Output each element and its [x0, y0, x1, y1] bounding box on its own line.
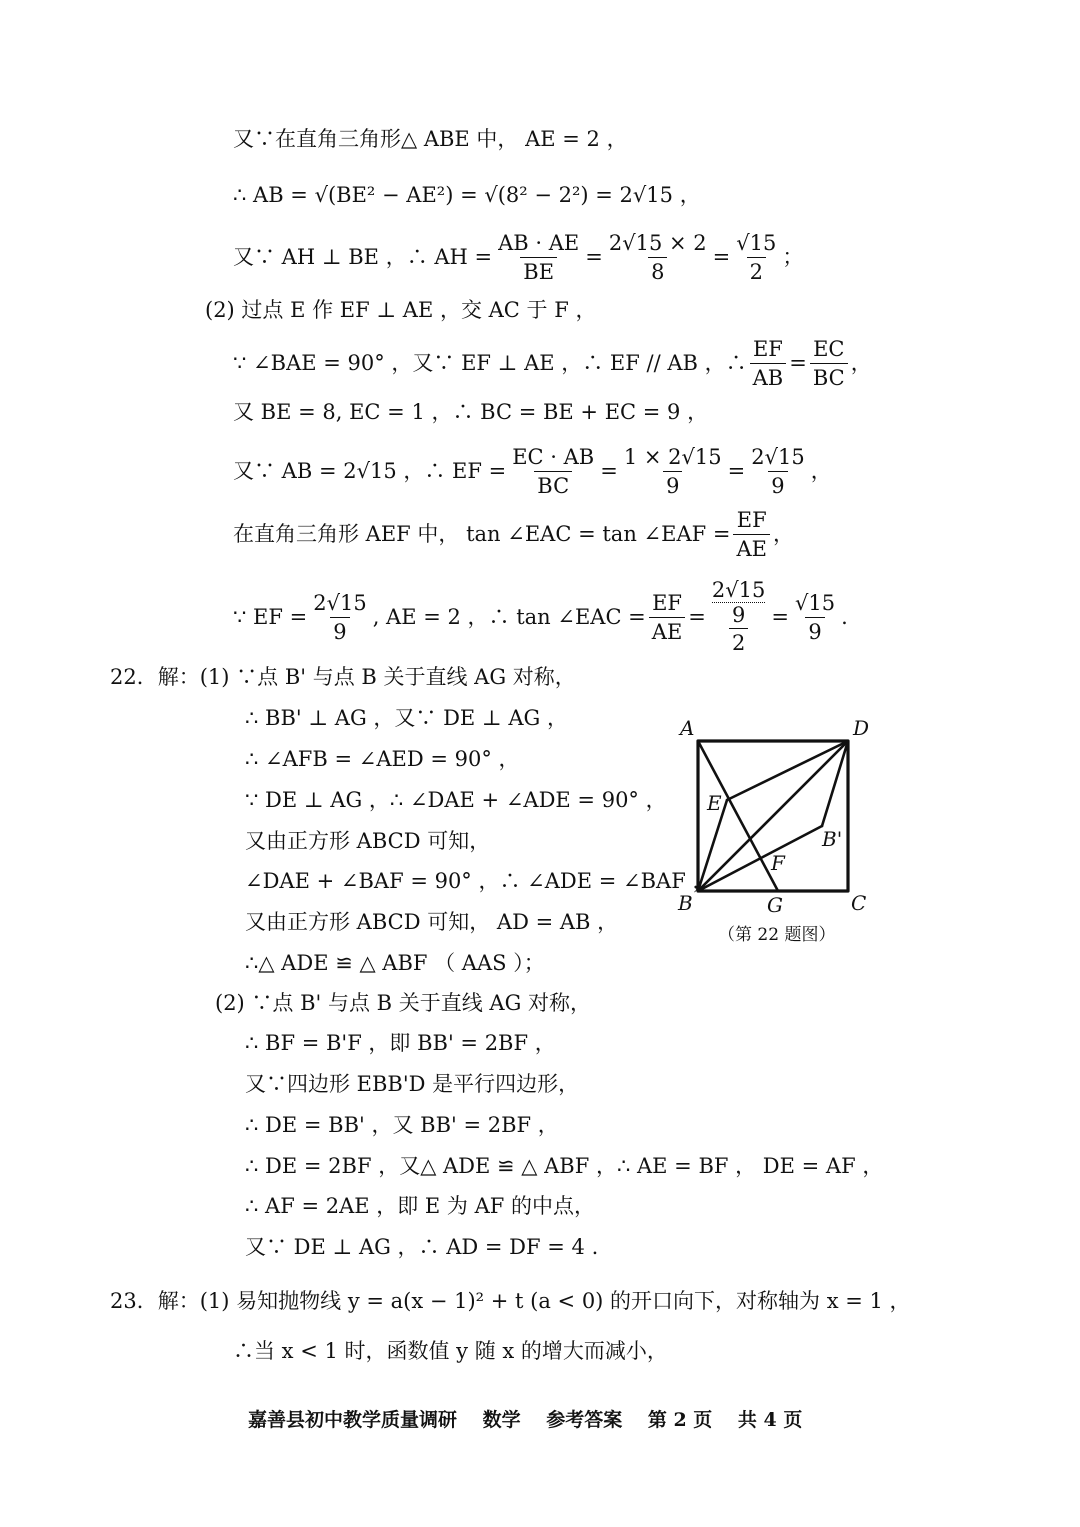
- compound-fraction: 2√15 9 2: [711, 578, 766, 655]
- text: ∵ EF =: [233, 605, 308, 629]
- line-3: [233, 226, 803, 288]
- label-b: B: [678, 891, 693, 915]
- q22-line-1: 22．解：(1) ∵点 B' 与点 B 关于直线 AG 对称，: [110, 665, 576, 689]
- q22-line-10: ∴ BF = B'F ，即 BB' = 2BF ，: [245, 1031, 556, 1055]
- q22-line-11: 又∵四边形 EBB'D 是平行四边形，: [245, 1072, 580, 1096]
- equals: =: [771, 605, 789, 629]
- text: (2) 过点 E 作 EF ⊥ AE ，交 AC 于 F ，: [205, 298, 597, 322]
- text: ，: [850, 351, 872, 375]
- fraction: $\frac{2√15}{9}$: [751, 444, 805, 498]
- text: ；: [782, 245, 804, 269]
- q22-line-14: ∴ AF = 2AE ，即 E 为 AF 的中点，: [245, 1194, 596, 1218]
- text: ，: [810, 459, 832, 483]
- q22-line-13: ∴ DE = 2BF ，又△ ADE ≌ △ ABF ，∴ AE = BF ， DE = AF ，: [245, 1154, 884, 1178]
- q22-line-6: ∠DAE + ∠BAF = 90° ，∴ ∠ADE = ∠BAF ，: [245, 869, 714, 893]
- equals: =: [727, 459, 746, 483]
- text: 又∵ AB = 2√15 ，∴ EF =: [233, 459, 507, 483]
- line-1: [233, 124, 628, 154]
- line-9: [233, 572, 848, 662]
- q22-line-5: 又由正方形 ABCD 可知，: [245, 829, 491, 853]
- fraction: $\frac{2√15 \times 2}{8}$: [608, 230, 707, 284]
- q23-line-1: 23．解：(1) 易知抛物线 y = a(x − 1)² + t (a < 0) 的开口向下，对称轴为 x = 1 ，: [110, 1289, 911, 1313]
- fraction: $\frac{EC \cdot AB}{BC}$: [512, 444, 595, 498]
- text: ∵ ∠BAE = 90° ，又∵ EF ⊥ AE ，∴ EF // AB ，∴: [233, 351, 747, 375]
- text: ，: [772, 522, 794, 546]
- line-7: [233, 440, 832, 502]
- text: .: [841, 605, 848, 629]
- q23-line-2: ∴当 x < 1 时，函数值 y 随 x 的增大而减小，: [233, 1339, 668, 1363]
- segment-ag: [698, 741, 778, 891]
- fraction: $\frac{EF}{AE}$: [733, 507, 770, 562]
- q22-line-2: ∴ BB' ⊥ AG ，又∵ DE ⊥ AG ，: [245, 706, 568, 730]
- equals: =: [789, 351, 807, 375]
- line-6: [233, 397, 708, 427]
- line-8: [233, 503, 794, 565]
- equals: =: [600, 459, 618, 483]
- fraction: $\frac{2√15}{9}$: [313, 590, 367, 644]
- q22-line-9: (2) ∵点 B' 与点 B 关于直线 AG 对称，: [215, 991, 592, 1015]
- text: , AE = 2 ，∴ tan ∠EAC =: [372, 605, 646, 629]
- fraction: $\frac{EF}{AE}$: [649, 590, 686, 645]
- fraction: $\frac{√15}{9}$: [794, 590, 836, 644]
- q22-line-7: 又由正方形 ABCD 可知， AD = AB ，: [245, 910, 619, 934]
- label-bprime: B': [822, 827, 843, 851]
- text: 又∵在直角三角形△ ABE 中， AE = 2 ，: [233, 127, 628, 151]
- equals: =: [712, 245, 731, 269]
- label-e: E: [707, 791, 722, 815]
- q22-line-3: ∴ ∠AFB = ∠AED = 90° ，: [245, 747, 520, 771]
- text: ∴ AB = √(BE² − AE²) = √(8² − 2²) = 2√15 ，: [233, 183, 701, 207]
- line-5: [233, 332, 872, 394]
- fraction: $\frac{√15}{2}$: [736, 230, 777, 284]
- page-footer: 嘉善县初中教学质量调研 数学 参考答案 第 2 页 共 4 页: [248, 1409, 803, 1431]
- line-2: [233, 180, 701, 210]
- label-a: A: [680, 716, 695, 740]
- geometry-figure: [670, 710, 890, 910]
- figure-caption: （第 22 题图）: [718, 925, 836, 945]
- q22-line-4: ∵ DE ⊥ AG ，∴ ∠DAE + ∠ADE = 90° ，: [245, 788, 667, 812]
- fraction: $\frac{EF}{AB}$: [750, 336, 787, 391]
- segment-de: [727, 741, 848, 800]
- text: 在直角三角形 AEF 中， tan ∠EAC = tan ∠EAF =: [233, 522, 731, 546]
- q22-line-8: ∴△ ADE ≌ △ ABF （ AAS ）；: [245, 951, 545, 975]
- label-f: F: [771, 851, 785, 875]
- text: 又∵ AH ⊥ BE ，∴ AH =: [233, 245, 493, 269]
- line-4: [205, 295, 596, 325]
- label-g: G: [767, 893, 783, 917]
- q22-line-12: ∴ DE = BB' ，又 BB' = 2BF ，: [245, 1113, 559, 1137]
- equals: =: [585, 245, 603, 269]
- fraction: $\frac{EC}{BC}$: [810, 336, 848, 391]
- label-c: C: [851, 891, 867, 915]
- q22-line-15: 又∵ DE ⊥ AG ，∴ AD = DF = 4 .: [245, 1235, 599, 1259]
- text: 又 BE = 8, EC = 1 ，∴ BC = BE + EC = 9 ，: [233, 400, 709, 424]
- label-d: D: [853, 716, 870, 740]
- fraction: $\frac{1 \times 2√15}{9}$: [623, 444, 722, 498]
- fraction: $\frac{AB \cdot AE}{BE}$: [498, 230, 580, 284]
- equals: =: [688, 605, 706, 629]
